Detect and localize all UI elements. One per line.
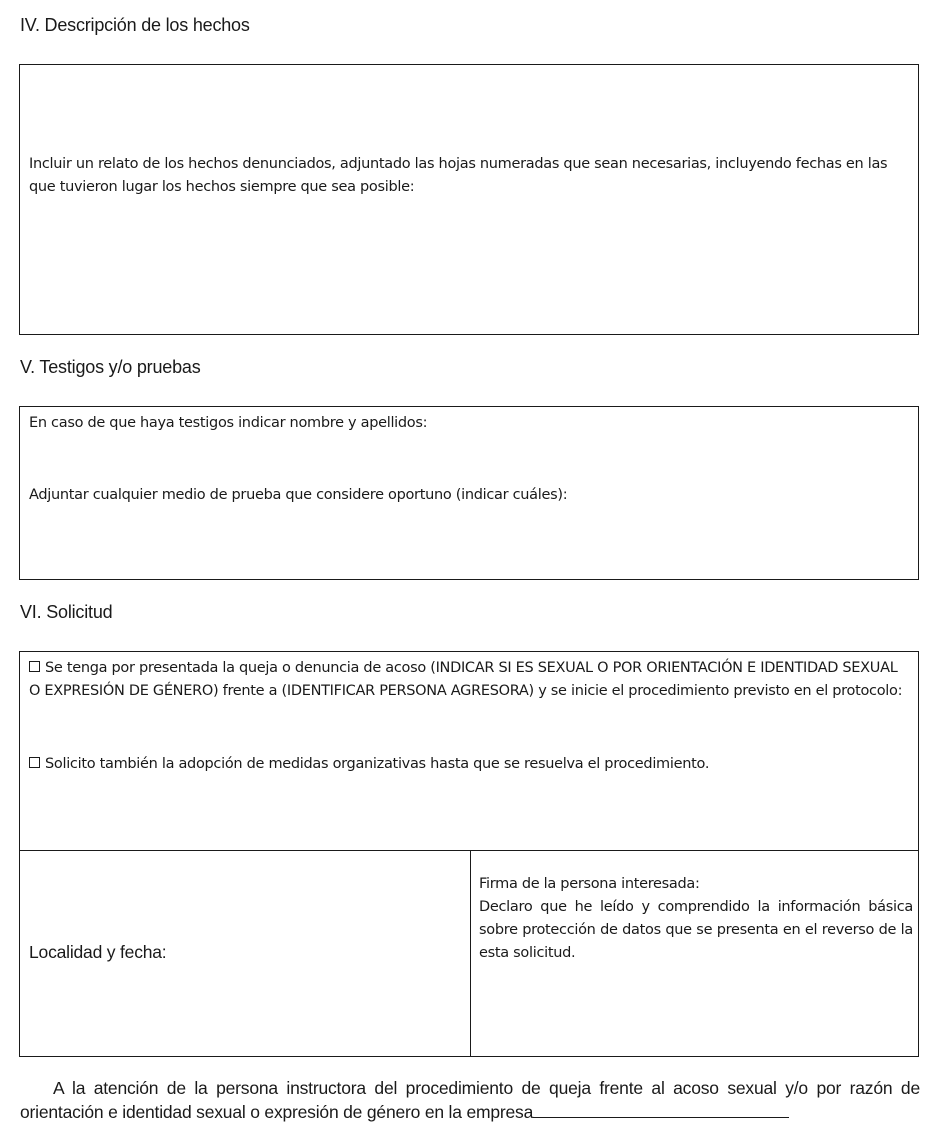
request-option-1-text: Se tenga por presentada la queja o denuncia de acoso (INDICAR SI ES SEXUAL O POR ORIENTACIÓN E IDENTIDAD SEXUAL O EXPRESIÓN DE GÉNERO) frente a (IDENTIFICAR PERSONA AGRESORA) y se inicie el procedimiento previsto en el protocolo:	[29, 660, 903, 699]
evidence-label: Adjuntar cualquier medio de prueba que considere oportuno (indicar cuáles):	[29, 487, 568, 503]
signature-label: Firma de la persona interesada:	[479, 876, 700, 892]
company-name-blank[interactable]	[533, 1103, 789, 1118]
witnesses-label: En caso de que haya testigos indicar nombre y apellidos:	[29, 415, 428, 431]
signature-divider	[470, 850, 471, 1056]
request-box	[19, 651, 919, 1057]
footer-text: A la atención de la persona instructora del procedimiento de queja frente al acoso sexual y/o por razón de orientación e identidad sexual o expresión de género en la empresa	[20, 1078, 920, 1122]
checkbox-option-2[interactable]	[29, 757, 40, 768]
locality-date-label: Localidad y fecha:	[29, 942, 167, 962]
witnesses-evidence-box[interactable]	[19, 406, 919, 580]
footer-note	[20, 1076, 920, 1124]
signature-declaration: Declaro que he leído y comprendido la información básica sobre protección de datos que se presenta en el reverso de la esta solicitud.	[479, 899, 913, 961]
request-option-2-text: Solicito también la adopción de medidas organizativas hasta que se resuelva el procedimiento.	[45, 756, 710, 772]
facts-description-box[interactable]	[19, 64, 919, 335]
signature-area[interactable]	[479, 873, 913, 965]
facts-instructions: Incluir un relato de los hechos denunciados, adjuntado las hojas numeradas que sean necesarias, incluyendo fechas en las que tuvieron lugar los hechos siempre que sea posible:	[29, 156, 888, 195]
locality-date-field[interactable]	[21, 851, 469, 1056]
request-option-2[interactable]	[29, 753, 904, 776]
request-option-1[interactable]	[29, 657, 904, 703]
checkbox-option-1[interactable]	[29, 661, 40, 672]
section-iv-title: IV. Descripción de los hechos	[20, 15, 250, 35]
section-v-title: V. Testigos y/o pruebas	[20, 357, 201, 377]
section-vi-title: VI. Solicitud	[20, 602, 113, 622]
